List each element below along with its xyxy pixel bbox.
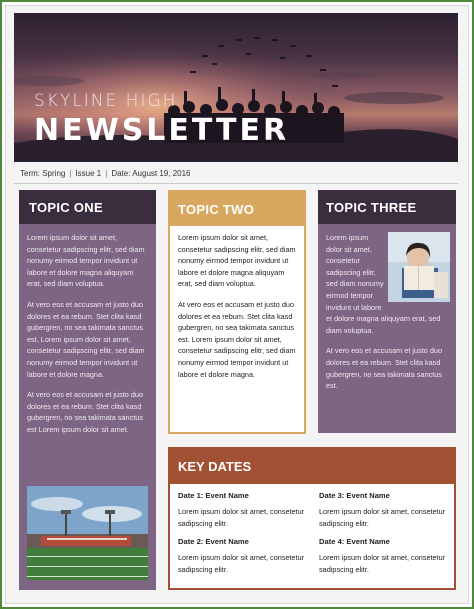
key-date-label: Date 4: Event Name (319, 537, 390, 547)
divider (14, 183, 458, 184)
key-date-text: Lorem ipsum dolor sit amet, consetetur sadipscing elitr. (178, 507, 305, 528)
topic-two-paragraph: At vero eos et accusam et justo duo dolores et ea rebum. Stet clita kasd gubergren, no sea takimata sanctus est. Lorem ipsum dolor sit amet, consetetur sadipscing elitr, sed diam nonumy eirmod tempor invidunt ut labore et dolore magna. (178, 299, 296, 379)
header-banner (14, 13, 458, 162)
key-date-label: Date 3: Event Name (319, 491, 390, 500)
issue-label: Issue 1 (75, 169, 102, 178)
term-label: Term: Spring (20, 169, 66, 178)
key-date-text: Lorem ipsum dolor sit amet, consetetur sadipscing elitr. (319, 507, 446, 528)
date-label: Date: August 19, 2016 (111, 169, 191, 178)
topic-three-heading: TOPIC THREE (318, 190, 456, 224)
topic-one-paragraph: At vero eos et accusam et justo duo dolores et ea rebum. Stet clita kasd gubergren, no sea takimata sanctus est. Lorem ipsum dolor sit amet, consetetur sadipscing elitr, sed diam nonumy eirmod tempor invidunt ut labore et dolore magna. (27, 299, 145, 379)
issue-info-bar: Term: Spring | Issue 1 | Date: August 19, 2016 (20, 169, 191, 178)
topic-one-heading: TOPIC ONE (19, 190, 156, 224)
topic-one-paragraph: Lorem ipsum dolor sit amet, consetetur sadipscing elitr, sed diam nonumy eirmod tempor invidunt ut labore et dolore magna aliquyam erat, sed diam voluptua. (27, 233, 145, 289)
student-with-book-photo (388, 232, 450, 302)
key-date-item (319, 491, 450, 529)
topic-two-paragraph: Lorem ipsum dolor sit amet, consetetur sadipscing elitr, sed diam nonumy eirmod tempor invidunt ut labore et dolore magna aliquyam erat, sed diam voluptua. (178, 233, 296, 289)
topic-three-column (318, 190, 456, 433)
key-dates-heading: KEY DATES (170, 449, 454, 484)
key-dates-section (168, 447, 456, 590)
key-date-text: Lorem ipsum dolor sit amet, consetetur sadipscing elitr. (178, 553, 305, 574)
key-date-item (319, 537, 450, 575)
key-date-text: Lorem ipsum dolor sit amet, consetetur sadipscing elitr. (319, 553, 446, 574)
topic-one-column (19, 190, 156, 590)
key-date-item (178, 491, 319, 529)
topic-three-paragraph: At vero eos et accusam et justo duo dolores et ea rebum. Stet clita kasd gubergren, no sea takimata sanctus est. (326, 346, 443, 391)
key-date-label: Date 2: Event Name (178, 537, 249, 547)
topic-one-paragraph: At vero eos et accusam et justo duo dolores et ea rebum. Stet clita kasd gubergren, no sea takimata sanctus est Lorem ipsum dolor sit amet. (27, 390, 144, 434)
key-date-label: Date 1: Event Name (178, 491, 249, 500)
key-date-item (178, 537, 319, 575)
topic-three-paragraph: Lorem ipsum dolor sit amet, consetetur sadipscing elitr, sed diam nonumy eirmod tempor invidunt ut labore et dolore magna aliquyam erat, sed diam voluptua. (326, 233, 441, 335)
stadium-photo (27, 486, 148, 580)
newsletter-title: NEWSLETTER (34, 113, 290, 148)
school-name: SKYLINE HIGH (34, 91, 178, 111)
topic-two-column (168, 190, 306, 434)
topic-two-heading: TOPIC TWO (170, 192, 304, 226)
